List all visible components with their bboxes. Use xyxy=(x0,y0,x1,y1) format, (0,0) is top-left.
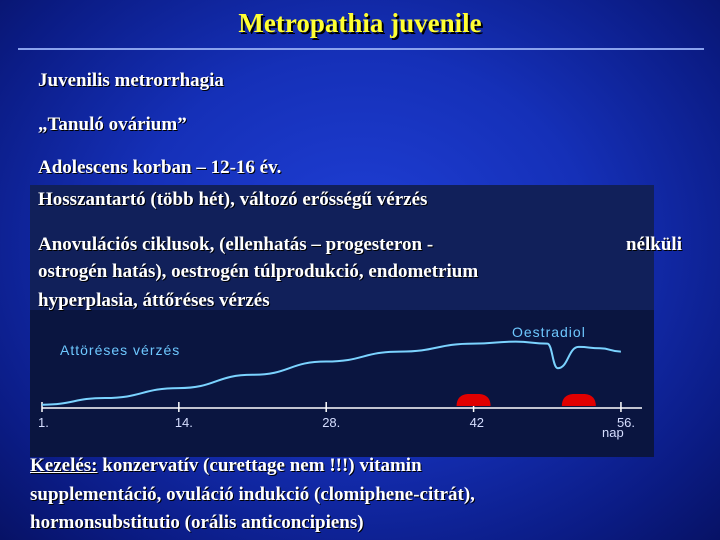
bullet-anovulacios-line1: Anovulációs ciklusok, (ellenhatás – progesteron - xyxy=(38,234,434,255)
bullet-tanulo-ovarium: „Tanuló ovárium” xyxy=(38,114,187,135)
x-tick-label: 28. xyxy=(322,415,341,430)
title-divider xyxy=(18,48,704,50)
bleeding-marker xyxy=(562,394,596,406)
treatment-line3: hormonsubstitutio (orális anticoncipiens) xyxy=(30,512,364,533)
bullet-hosszantarto: Hosszantartó (több hét), változó erősségű vérzés xyxy=(38,189,428,210)
bullet-adolescens: Adolescens korban – 12-16 év. xyxy=(38,157,282,178)
bullet-anovulacios-line3: hyperplasia, áttőréses vérzés xyxy=(38,290,270,311)
x-axis-title: nap xyxy=(602,425,624,440)
annotation-label: Attöréses vérzés xyxy=(60,342,181,358)
treatment-text-1: konzervatív (curettage nem !!!) vitamin xyxy=(97,455,422,476)
series-label-oestradiol: Oestradiol xyxy=(512,324,586,340)
bullet-juvenilis: Juvenilis metrorrhagia xyxy=(38,70,224,91)
slide-title: Metropathia juvenile xyxy=(238,8,482,38)
treatment-line1 xyxy=(30,455,422,477)
x-tick-label: 56. xyxy=(616,415,636,430)
treatment-line2: supplementáció, ovuláció indukció (clomiphene-citrát), xyxy=(30,484,475,505)
bullet-anovulacios-nelkuli: nélküli xyxy=(626,234,682,255)
bleeding-marker xyxy=(457,394,491,406)
x-tick-label: 42 xyxy=(469,415,485,430)
x-tick-label: 14. xyxy=(174,415,193,430)
oestradiol-chart xyxy=(30,185,654,457)
chart-svg xyxy=(30,185,654,457)
x-tick-label: 1. xyxy=(38,415,49,430)
bullet-anovulacios-line2: ostrogén hatás), oestrogén túlprodukció, endometrium xyxy=(38,261,479,282)
treatment-label: Kezelés: xyxy=(30,455,98,476)
